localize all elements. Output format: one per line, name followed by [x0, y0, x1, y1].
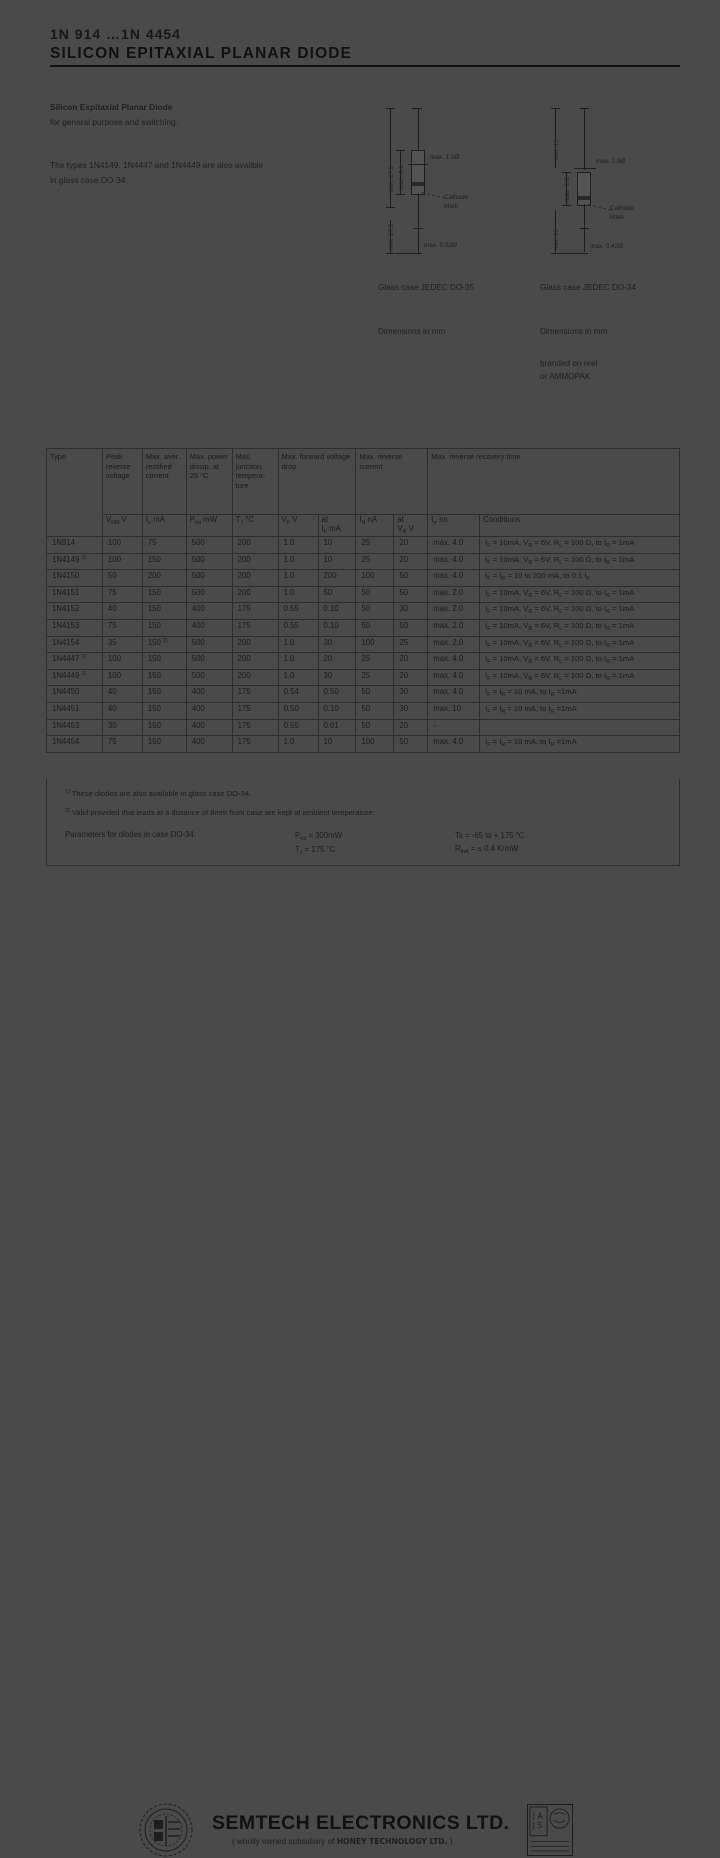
- cell-conditions: $I_F = 10mA$, $V_R = 6V$, $R_L = 100$ Ω, to $I_R = 1mA$: [480, 603, 680, 620]
- cell-type: 1N4454: [47, 736, 103, 753]
- cell-type: 1N4151: [47, 586, 103, 603]
- cell-vrm: 100: [102, 653, 142, 670]
- cell-io: 75: [142, 537, 186, 554]
- table-row: [47, 570, 680, 587]
- do34-lead-bottom-label: min. 15: [553, 229, 560, 250]
- col-header-max-aver-rectified-current: Max. aver. rectified current: [142, 449, 186, 515]
- do34-body: [577, 172, 591, 206]
- cell-vf: 1.0: [278, 570, 318, 587]
- do35-dimensions-note: Dimensions in mm: [378, 327, 446, 336]
- cell-conditions: $I_F = 10mA$, $V_R = 6V$, $R_L = 100$ Ω, to $I_R = 1mA$: [480, 636, 680, 653]
- param-rth-sub: thA: [460, 848, 469, 855]
- cell-io: 150: [142, 686, 186, 703]
- cell-trr: max. 4.0: [428, 686, 480, 703]
- cell-vrm: 40: [102, 603, 142, 620]
- cell-ptot: 400: [186, 619, 232, 636]
- cell-vr: 50: [394, 586, 428, 603]
- cell-ptot: 400: [186, 702, 232, 719]
- cell-vr: 25: [394, 636, 428, 653]
- cell-vr: 20: [394, 669, 428, 686]
- do34-lead-top-label: min. 15: [553, 139, 560, 160]
- cell-tj: 175: [232, 702, 278, 719]
- cell-ptot: 500: [186, 586, 232, 603]
- table-row: [47, 636, 680, 653]
- param-ptot-value: = 300mW: [308, 831, 342, 840]
- table-row: [47, 619, 680, 636]
- cell-conditions: $I_F = I_R = 10$ mA, to $I_R =1mA$: [480, 736, 680, 753]
- intro-line-4: in glass case DO-34.: [50, 175, 128, 185]
- cell-if: 20: [318, 653, 356, 670]
- cell-ptot: 500: [186, 653, 232, 670]
- do35-dim-top-tick1: [386, 108, 395, 109]
- cell-ptot: 500: [186, 636, 232, 653]
- cell-trr: max. 2.0: [428, 586, 480, 603]
- cell-tj: 200: [232, 570, 278, 587]
- cell-vrm: 75: [102, 736, 142, 753]
- cell-vrm: 40: [102, 686, 142, 703]
- cell-vr: 50: [394, 736, 428, 753]
- do35-baseline: [396, 253, 422, 254]
- unit-io: $I_o$ mA: [142, 515, 186, 537]
- specifications-table: [46, 448, 680, 753]
- cell-conditions: $I_F = 10mA$, $V_R = 6V$, $R_L = 100$ Ω, to $I_R = 1mA$: [480, 586, 680, 603]
- col-header-type: Type: [47, 449, 103, 537]
- cell-conditions: $I_F = 10mA$, $V_R = 6V$, $R_L = 100$ Ω, to $I_R = 1mA$: [480, 669, 680, 686]
- cell-vf: 1.0: [278, 636, 318, 653]
- do34-parameters: [47, 823, 679, 857]
- page-footer: [0, 896, 720, 1846]
- cell-io: 150: [142, 719, 186, 736]
- do35-len-tick1: [396, 150, 405, 151]
- cell-ir: 100: [356, 636, 394, 653]
- cell-tj: 200: [232, 636, 278, 653]
- cell-ir: 50: [356, 686, 394, 703]
- unit-trr: $t_{rr}$ ns: [428, 515, 480, 537]
- cell-trr: max. 10: [428, 702, 480, 719]
- do34-upper-lead: [584, 108, 585, 170]
- cell-if: 0.10: [318, 619, 356, 636]
- do34-cathode-band: [578, 196, 590, 200]
- specifications-table-wrapper: [46, 448, 680, 753]
- intro-line-3: The types 1N4149, 1N4447 and 1N4449 are also availble: [50, 160, 264, 170]
- param-tj-value: = 175 °C: [304, 844, 336, 854]
- cell-vrm: 50: [102, 570, 142, 587]
- cell-vr: 50: [394, 619, 428, 636]
- cell-io: 150: [142, 702, 186, 719]
- cell-trr: max. 4.0: [428, 736, 480, 753]
- do34-parameters-col1: [295, 830, 455, 857]
- cell-vrm: 35: [102, 636, 142, 653]
- cell-ptot: 500: [186, 570, 232, 587]
- unit-vr-sub: R: [402, 529, 407, 535]
- table-units-row: [47, 515, 680, 537]
- unit-if-at: at: [321, 515, 329, 524]
- do34-dimensions-note: Dimensions in mm: [540, 327, 608, 336]
- cell-ir: 25: [356, 553, 394, 570]
- table-row: [47, 736, 680, 753]
- cell-vf: 0.55: [278, 719, 318, 736]
- cell-if: 200: [318, 570, 356, 587]
- cell-io: 200: [142, 570, 186, 587]
- do35-body: [411, 150, 425, 195]
- cell-io: 150: [142, 669, 186, 686]
- intro-line-2: for general purpose and switching.: [50, 117, 179, 127]
- cell-vr: 50: [394, 570, 428, 587]
- page-header: [50, 26, 680, 67]
- footnote-2: [47, 804, 679, 823]
- footnote-1-marker: 1): [65, 789, 70, 795]
- cell-vr: 20: [394, 553, 428, 570]
- cell-trr: -: [428, 719, 480, 736]
- do35-dia-arrow: [408, 164, 428, 165]
- cell-type: 1N4149 $^{1)}$: [47, 553, 103, 570]
- cell-ir: 50: [356, 702, 394, 719]
- cell-ptot: 400: [186, 736, 232, 753]
- subsidiary-prefix: ( wholly owned subsidiary of: [232, 1837, 335, 1846]
- unit-trr-sub: rr: [433, 520, 438, 526]
- cell-vf: 1.0: [278, 653, 318, 670]
- company-subsidiary-line: [232, 1837, 453, 1846]
- cell-type: 1N914: [47, 537, 103, 554]
- cell-type: 1N4449 $^{1)}$: [47, 669, 103, 686]
- cell-type: 1N4453: [47, 719, 103, 736]
- cell-vf: 1.0: [278, 537, 318, 554]
- unit-ptot: $P_{tot}$ mW: [186, 515, 232, 537]
- col-header-max-forward-voltage-drop: Max. forward voltage drop: [278, 449, 356, 515]
- table-row: [47, 719, 680, 736]
- do34-cathode-leader: [588, 204, 612, 211]
- cell-io: 150 $^{2)}$: [142, 636, 186, 653]
- cell-io: 150: [142, 619, 186, 636]
- cell-vf: 1.0: [278, 669, 318, 686]
- cell-tj: 200: [232, 586, 278, 603]
- cell-tj: 200: [232, 553, 278, 570]
- unit-vrm: $V_{RM}$ V: [102, 515, 142, 537]
- footnote-1: [47, 785, 679, 804]
- table-row: [47, 537, 680, 554]
- cell-io: 150: [142, 653, 186, 670]
- cell-ptot: 400: [186, 686, 232, 703]
- cell-ir: 100: [356, 570, 394, 587]
- param-ptot-sub: tot: [300, 836, 307, 842]
- package-drawing-do35: [378, 100, 528, 265]
- cell-vr: 30: [394, 686, 428, 703]
- cell-vf: 0.55: [278, 603, 318, 620]
- cell-ptot: 400: [186, 719, 232, 736]
- cell-tj: 200: [232, 669, 278, 686]
- param-tj-sub: J: [299, 849, 303, 856]
- company-logo-icon: [138, 1802, 194, 1858]
- do34-len-tick1: [562, 172, 571, 173]
- do34-cathode-label-1: Cathode: [610, 205, 635, 212]
- table-row: [47, 669, 680, 686]
- cell-vr: 20: [394, 653, 428, 670]
- cell-tj: 175: [232, 603, 278, 620]
- cell-ir: 25: [356, 653, 394, 670]
- do35-lead-dia-line: [418, 228, 419, 254]
- cell-tj: 175: [232, 686, 278, 703]
- col-header-max-reverse-recovery-time: Max. reverse recovery time: [428, 449, 680, 515]
- cell-ir: 25: [356, 537, 394, 554]
- col-header-max-junction-temperature: Max. junction tempera- ture: [232, 449, 278, 515]
- do35-cathode-leader: [422, 192, 446, 199]
- do34-packing-line-2: or AMMOPAK: [540, 372, 591, 381]
- cell-vr: 30: [394, 702, 428, 719]
- unit-vr-at: at: [397, 515, 404, 524]
- do35-upper-lead-tick: [412, 108, 422, 109]
- page-title: SILICON EPITAXIAL PLANAR DIODE: [50, 45, 352, 62]
- subsidiary-suffix: ): [449, 1837, 453, 1846]
- unit-vf: $V_F$ V: [278, 515, 318, 537]
- param-rth: $R_{thA}$ = ≤ 0.4 K/mW: [455, 843, 519, 855]
- do35-lead-bottom-label: min. 27.5: [388, 223, 395, 250]
- cell-conditions: $I_F = I_R = 10$ mA, to $I_R =1mA$: [480, 702, 680, 719]
- table-row: [47, 586, 680, 603]
- cell-vrm: 100: [102, 669, 142, 686]
- cell-if: 0.50: [318, 686, 356, 703]
- col-header-max-power-dissip: Max. power dissip. at 25 °C: [186, 449, 232, 515]
- cell-if: 30: [318, 636, 356, 653]
- cell-vr: 20: [394, 719, 428, 736]
- cell-ir: 50: [356, 619, 394, 636]
- do35-lead-top-label: min. 27.5: [388, 165, 395, 192]
- do35-cathode-band: [412, 182, 424, 186]
- cell-type: 1N4447 $^{1)}$: [47, 653, 103, 670]
- cell-io: 150: [142, 553, 186, 570]
- do35-body-len-label: max. 4.1: [398, 165, 405, 190]
- cell-type: 1N4152: [47, 603, 103, 620]
- table-header-row: [47, 449, 680, 515]
- footnote-2-marker: 2): [65, 808, 70, 814]
- subsidiary-parent: HONEY TECHNOLOGY LTD.: [336, 1837, 448, 1846]
- intro-line-1: Silicon Expitaxial Planar Diode: [50, 102, 173, 112]
- unit-vr: at $V_R$ V: [394, 515, 428, 537]
- unit-ptot-sub: tot: [194, 520, 201, 526]
- cell-io: 150: [142, 603, 186, 620]
- table-row: [47, 686, 680, 703]
- cell-if: 0.01: [318, 719, 356, 736]
- svg-text:J S: J S: [532, 1821, 543, 1831]
- cell-conditions: [480, 719, 680, 736]
- cell-type: 1N4154: [47, 636, 103, 653]
- unit-ir-sub: R: [361, 520, 366, 526]
- cell-tj: 200: [232, 537, 278, 554]
- cell-conditions: $I_F = 10mA$, $V_R = 6V$, $R_L = 100$ Ω, to $I_R = 1mA$: [480, 553, 680, 570]
- cell-vf: 1.0: [278, 553, 318, 570]
- unit-conditions: Conditions: [480, 515, 680, 537]
- cell-vf: 0.55: [278, 619, 318, 636]
- do35-body-dia-label: max. 1.3Ø: [430, 154, 460, 161]
- part-number-range: 1N 914 …1N 4454: [50, 26, 181, 42]
- cell-vr: 20: [394, 537, 428, 554]
- unit-tj-sub: J: [240, 520, 244, 526]
- cell-vf: 0.50: [278, 702, 318, 719]
- cell-tj: 200: [232, 653, 278, 670]
- cell-trr: max. 4.0: [428, 537, 480, 554]
- cell-if: 30: [318, 669, 356, 686]
- table-head: [47, 449, 680, 537]
- cell-tj: 175: [232, 619, 278, 636]
- cell-tj: 175: [232, 719, 278, 736]
- do35-lead-dia-tick: [414, 228, 423, 229]
- param-rth-value: = ≤ 0.4 K/mW: [470, 843, 519, 853]
- do35-dim-top-line: [390, 108, 391, 208]
- cell-vrm: 40: [102, 702, 142, 719]
- do34-baseline: [560, 253, 588, 254]
- do34-dim-top-tick1: [551, 108, 560, 109]
- unit-io-sub: o: [148, 520, 151, 526]
- cell-ir: 50: [356, 603, 394, 620]
- company-name: SEMTECH ELECTRONICS LTD.: [212, 1812, 510, 1834]
- do34-parameters-col2: [455, 830, 665, 857]
- cell-if: 0.10: [318, 702, 356, 719]
- cell-ir: 50: [356, 586, 394, 603]
- intro-spacer: [50, 130, 350, 158]
- cell-conditions: $I_F = 10mA$, $V_R = 6V$, $R_L = 100$ Ω, to $I_R = 1mA$: [480, 653, 680, 670]
- table-row: [47, 603, 680, 620]
- cell-conditions: $I_F = I_R = 10$ to 200 mA, to 0.1 $I_F$: [480, 570, 680, 587]
- table-row: [47, 702, 680, 719]
- param-tj: $T_J = 175$ °C: [295, 844, 336, 856]
- do34-lead-dia-label: max. 0.42Ø: [590, 243, 624, 250]
- cell-type: 1N4450: [47, 686, 103, 703]
- cell-ptot: 400: [186, 603, 232, 620]
- cell-type: 1N4153: [47, 619, 103, 636]
- unit-if: at $I_F$ mA: [318, 515, 356, 537]
- cell-vrm: 30: [102, 719, 142, 736]
- cell-vf: 1.0: [278, 736, 318, 753]
- unit-vrm-sub: RM: [111, 520, 120, 526]
- cell-if: 10: [318, 537, 356, 554]
- do34-len-tick2: [562, 205, 571, 206]
- col-header-peak-reverse-voltage: Peak reverse voltage: [102, 449, 142, 515]
- header-divider: [50, 65, 680, 67]
- cell-trr: max. 4.0: [428, 553, 480, 570]
- table-row: [47, 653, 680, 670]
- svg-text:J A: J A: [532, 1811, 543, 1821]
- param-ts: Ts = -65 to + 175 °C: [455, 831, 525, 840]
- cell-tj: 175: [232, 736, 278, 753]
- unit-ir: $I_R$ nA: [356, 515, 394, 537]
- cell-trr: max. 2.0: [428, 603, 480, 620]
- cell-conditions: $I_F = 10mA$, $V_R = 6V$, $R_L = 100$ Ω, to $I_R = 1mA$: [480, 619, 680, 636]
- do34-cathode-label-2: Mark: [610, 214, 625, 221]
- cell-trr: max. 4.0: [428, 669, 480, 686]
- do34-body-len-label: max. 2.0: [564, 177, 571, 202]
- unit-vf-sub: F: [286, 520, 291, 526]
- cell-vrm: 75: [102, 619, 142, 636]
- do35-cathode-label-1: Cathode: [444, 194, 469, 201]
- unit-if-sub: F: [323, 529, 327, 535]
- cell-type: 1N4150: [47, 570, 103, 587]
- cell-vr: 30: [394, 603, 428, 620]
- intro-block: [50, 100, 350, 188]
- cell-ptot: 500: [186, 537, 232, 554]
- cell-io: 150: [142, 586, 186, 603]
- do35-dim-top-tick2: [386, 207, 395, 208]
- cell-trr: max. 2.0: [428, 636, 480, 653]
- cell-io: 150: [142, 736, 186, 753]
- do34-dim-bottom-tick: [551, 253, 560, 254]
- notes-block: [46, 779, 680, 866]
- do34-caption: Glass case JEDEC DO-34: [540, 283, 637, 292]
- cell-conditions: $I_F = I_R = 10$ mA, to $I_R =1mA$: [480, 686, 680, 703]
- cell-vrm: 100: [102, 537, 142, 554]
- cell-ptot: 500: [186, 669, 232, 686]
- cell-trr: max. 2.0: [428, 619, 480, 636]
- do35-dim-bottom-tick: [386, 253, 395, 254]
- do34-upper-lead-tick: [580, 108, 589, 109]
- certification-seal-icon: [527, 1804, 573, 1856]
- do35-lead-dia-label: max. 0.52Ø: [424, 242, 458, 249]
- cell-ir: 50: [356, 719, 394, 736]
- table-body: [47, 537, 680, 753]
- do34-packing-line-1: branded on reel: [540, 359, 598, 368]
- cell-vrm: 75: [102, 586, 142, 603]
- do34-parameters-label: Parameters for diodes in case DO-34:: [65, 830, 196, 839]
- cell-trr: max. 4.0: [428, 653, 480, 670]
- package-drawing-do34: [540, 100, 690, 265]
- cell-if: 10: [318, 553, 356, 570]
- cell-if: 50: [318, 586, 356, 603]
- do34-dia-arrow: [574, 168, 596, 169]
- cell-ir: 100: [356, 736, 394, 753]
- table-row: [47, 553, 680, 570]
- param-ptot: $P_{tot} = 300mW$: [295, 831, 342, 842]
- cell-ptot: 500: [186, 553, 232, 570]
- do34-lead-dia-tick: [580, 228, 589, 229]
- footnote-2-text: Valid provided that leads at a distance of 8mm from case are kept at ambient temperature.: [71, 808, 375, 817]
- cell-vf: 1.0: [278, 586, 318, 603]
- footnote-1-text: These diodes are also available in glass case DO-34.: [71, 789, 252, 798]
- cell-conditions: $I_F = 10mA$, $V_R = 6V$, $R_L = 100$ Ω, to $I_R = 1mA$: [480, 537, 680, 554]
- cell-ir: 25: [356, 669, 394, 686]
- col-header-max-reverse-current: Max. reverse current: [356, 449, 428, 515]
- cell-vrm: 100: [102, 553, 142, 570]
- do34-body-dia-label: max. 1.9Ø: [596, 158, 626, 165]
- cell-if: 10: [318, 736, 356, 753]
- cell-type: 1N4451: [47, 702, 103, 719]
- do35-len-tick2: [396, 194, 405, 195]
- do35-cathode-label-2: Mark: [444, 203, 459, 210]
- do35-caption: Glass case JEDEC DO-35: [378, 283, 475, 292]
- cell-if: 0.10: [318, 603, 356, 620]
- cell-trr: max. 4.0: [428, 570, 480, 587]
- unit-tj: $T_J$ °C: [232, 515, 278, 537]
- cell-vf: 0.54: [278, 686, 318, 703]
